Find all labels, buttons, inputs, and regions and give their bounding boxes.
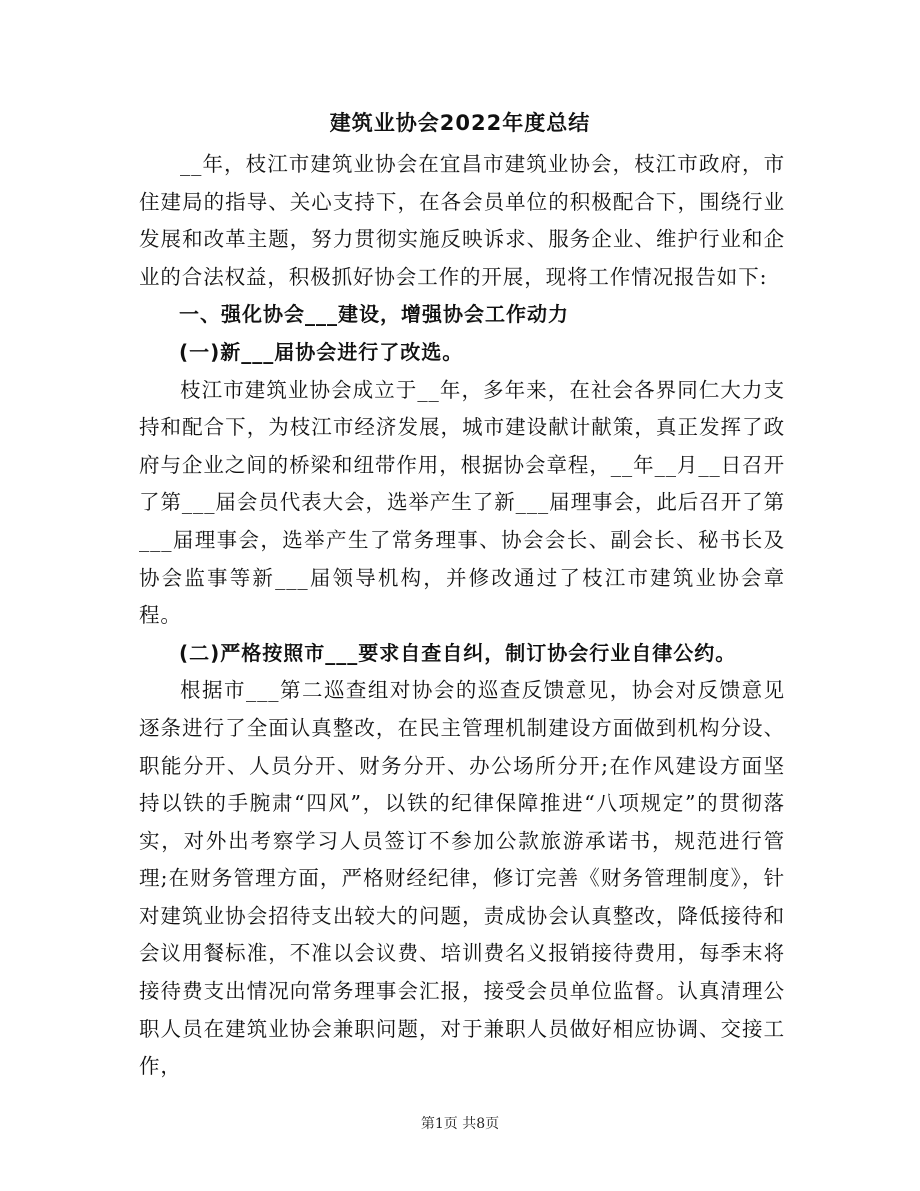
intro-paragraph: __年，枝江市建筑业协会在宜昌市建筑业协会，枝江市政府，市住建局的指导、关心支持下，在各会员单位的积极配合下，围绕行业发展和改革主题，努力贯彻实施反映诉求、服务企业、维护行业和企业的合法权益，积极抓好协会工作的开展，现将工作情况报告如下: — [139, 152, 785, 289]
document-title: 建筑业协会2022年度总结 — [329, 111, 591, 135]
page-number-footer: 第1页 共8页 — [420, 1116, 500, 1132]
subsection-heading-1: (一)新___届协会进行了改选。 — [179, 339, 464, 364]
subsection-heading-2: (二)严格按照市___要求自查自纠，制订协会行业自律公约。 — [179, 640, 737, 665]
document-body — [139, 146, 785, 1086]
body-paragraph-1: 枝江市建筑业协会成立于__年，多年来，在社会各界同仁大力支持和配合下，为枝江市经济发展，城市建设献计献策，真正发挥了政府与企业之间的桥梁和纽带作用，根据协会章程，__年__月__日召开了第___届会员代表大会，选举产生了新___届理事会，此后召开了第___届理事会，选举产生了常务理事、协会会长、副会长、秘书长及协会监事等新___届领导机构，并修改通过了枝江市建筑业协会章程。 — [139, 377, 785, 628]
body-paragraph-2: 根据市___第二巡查组对协会的巡查反馈意见，协会对反馈意见逐条进行了全面认真整改，在民主管理机制建设方面做到机构分设、职能分开、人员分开、财务分开、办公场所分开;在作风建设方面坚持以铁的手腕肃“四风”，以铁的纪律保障推进“八项规定”的贯彻落实，对外出考察学习人员签订不参加公款旅游承诺书，规范进行管理;在财务管理方面，严格财经纪律，修订完善《财务管理制度》，针对建筑业协会招待支出较大的问题，责成协会认真整改，降低接待和会议用餐标准，不准以会议费、培训费名义报销接待费用，每季末将接待费支出情况向常务理事会汇报，接受会员单位监督。认真清理公职人员在建筑业协会兼职问题，对于兼职人员做好相应协调、交接工作， — [139, 678, 785, 1079]
section-heading-1: 一、强化协会___建设，增强协会工作动力 — [179, 302, 569, 327]
